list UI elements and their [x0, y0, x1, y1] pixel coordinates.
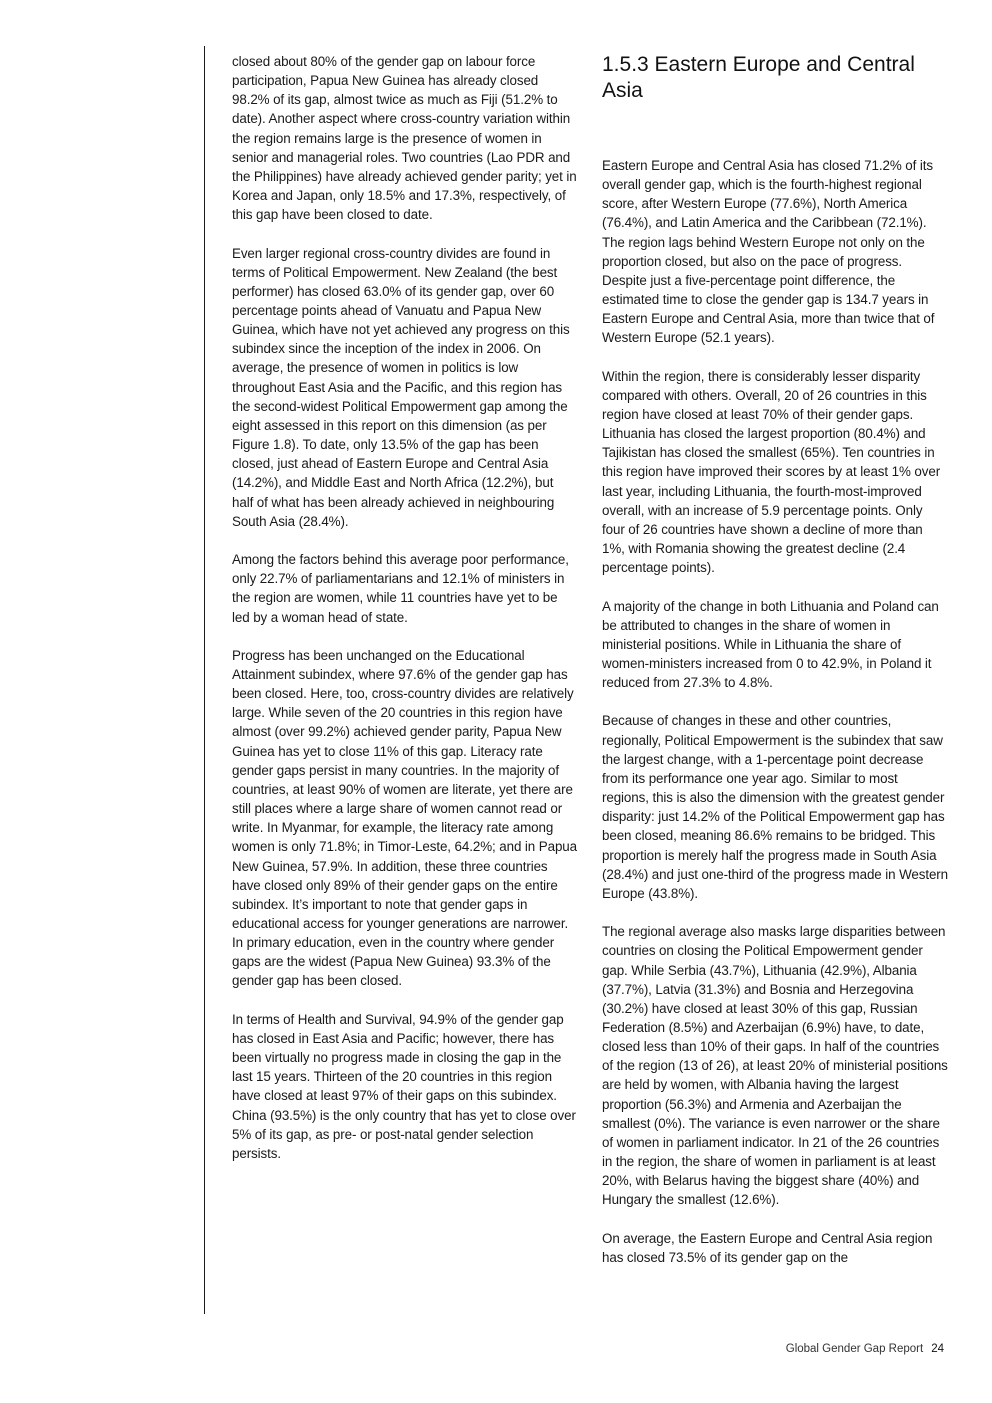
section-heading: 1.5.3 Eastern Europe and Central Asia: [602, 53, 915, 102]
page-number: 24: [931, 1343, 944, 1355]
body-paragraph: Within the region, there is considerably lesser disparity compared with others. Overall, 20 of 26 countries in this region have closed at least 70% of their gender gaps. Lithuania has closed the largest proportion (80.4%) and Tajikistan has closed the smallest (65%). Ten countries in this region have improved their scores by at least 1% over last year, including Lithuania, the fourth-most-improved overall, with an increase of 5.9 percentage points. Only four of 26 countries have shown a decline of more than 1%, with Romania showing the greatest decline (2.4 percentage points).: [602, 368, 941, 576]
body-paragraph: Progress has been unchanged on the Educational Attainment subindex, where 97.6% of the gender gap has been closed. Here, too, cross-country divides are relatively large. While seven of the 20 countries in this region have almost (over 99.2%) achieved gender parity, Papua New Guinea has yet to close 11% of this gap. Literacy rate gender gaps persist in many countries. In the majority of countries, at least 90% of women are literate, yet there are still places where a large share of women cannot read or write. In Myanmar, for example, the literacy rate among women is only 71.8%; in Timor-Leste, 64.2%; and in Papua New Guinea, 57.9%. In addition, these three countries have closed only 89% of their gender gaps on the entire subindex. It’s important to note that gender gaps in educational access for younger generations are narrower. In primary education, even in the country where gender gaps are the widest (Papua New Guinea) 93.3% of the gender gap has been closed.: [232, 647, 577, 989]
body-paragraph: On average, the Eastern Europe and Central Asia region has closed 73.5% of its gender gap on the: [602, 1230, 933, 1265]
body-paragraph: Even larger regional cross-country divides are found in terms of Political Empowerment. New Zealand (the best performer) has closed 63.0% of its gender gap, over 60 percentage points ahead of Vanuatu and Papua New Guinea, which have not yet achieved any progress on this subindex since the inception of the index in 2006. On average, the presence of women in politics is low throughout East Asia and the Pacific, and this region has the second-widest Political Empowerment gap among the eight assessed in this report on this dimension (as per Figure 1.8). To date, only 13.5% of the gap has been closed, just ahead of Eastern Europe and Central Asia (14.2%), and Middle East and North Africa (12.2%), but half of what has been already achieved in neighbouring South Asia (28.4%).: [232, 245, 570, 529]
body-paragraph: A majority of the change in both Lithuania and Poland can be attributed to changes in the share of women in ministerial positions. While in Lithuania the share of women-ministers increased from 0 to 42.9%, in Poland it reduced from 27.3% to 4.8%.: [602, 598, 939, 691]
body-paragraph: Because of changes in these and other countries, regionally, Political Empowerment is the subindex that saw the largest change, with a 1-percentage point decrease from its performance one year ago. Similar to most regions, this is also the dimension with the greatest gender disparity: just 14.2% of the Political Empowerment gap has been closed, meaning 86.6% remains to be bridged. This proportion is merely half the progress made in South Asia (28.4%) and just one-third of the progress made in Western Europe (43.8%).: [602, 713, 949, 901]
footer-report-title: Global Gender Gap Report: [785, 1343, 924, 1355]
body-paragraph: In terms of Health and Survival, 94.9% of the gender gap has closed in East Asia and Pacific; however, there has been virtually no progress made in closing the gap in the last 15 years. Thirteen of the 20 countries in this region have closed at least 97% of their gaps on this subindex. China (93.5%) is the only country that has yet to close over 5% of its gap, as pre- or post-natal gender selection persists.: [232, 1011, 576, 1161]
body-paragraph: Eastern Europe and Central Asia has closed 71.2% of its overall gender gap, which is the fourth-highest regional score, after Western Europe (77.6%), North America (76.4%), and Latin America and the Caribbean (72.1%). The region lags behind Western Europe not only on the proportion closed, but also on the pace of progress. Despite just a five-percentage point difference, the estimated time to close the gender gap is 134.7 years in Eastern Europe and Central Asia, more than twice that of Western Europe (52.1 years).: [602, 158, 935, 346]
right-text-column: [602, 52, 948, 1286]
body-paragraph: The regional average also masks large disparities between countries on closing the Political Empowerment gender gap. While Serbia (43.7%), Lithuania (42.9%), Albania (37.7%), Latvia (31.3%) and Bosnia and Herzegovina (30.2%) have closed at least 30% of this gap, Russian Federation (8.5%) and Azerbaijan (6.9%) have, to date, closed less than 10% of their gaps. In half of the countries of the region (13 of 26), at least 20% of ministerial positions are held by women, with Albania having the largest proportion (56.3%) and Armenia and Azerbaijan the smallest (0%). The variance is even narrower or the share of women in parliament indicator. In 21 of the 26 countries in the region, the share of women in parliament is at least 20%, with Belarus having the biggest share (40%) and Hungary the smallest (12.6%).: [602, 924, 948, 1208]
left-text-column: [232, 52, 578, 1182]
body-paragraph: closed about 80% of the gender gap on labour force participation, Papua New Guinea has already closed 98.2% of its gap, almost twice as much as Fiji (51.2% to date). Another aspect where cross-country variation within the region remains large is the presence of women in senior and managerial roles. Two countries (Lao PDR and the Philippines) have already achieved gender parity; yet in Korea and Japan, only 18.5% and 17.3%, respectively, of this gap have been closed to date.: [232, 54, 577, 223]
column-divider-rule: [204, 46, 205, 1314]
body-paragraph: Among the factors behind this average poor performance, only 22.7% of parliamentarians and 12.1% of ministers in the region are women, while 11 countries have yet to be led by a woman head of state.: [232, 552, 569, 625]
page-footer: [786, 1343, 944, 1355]
